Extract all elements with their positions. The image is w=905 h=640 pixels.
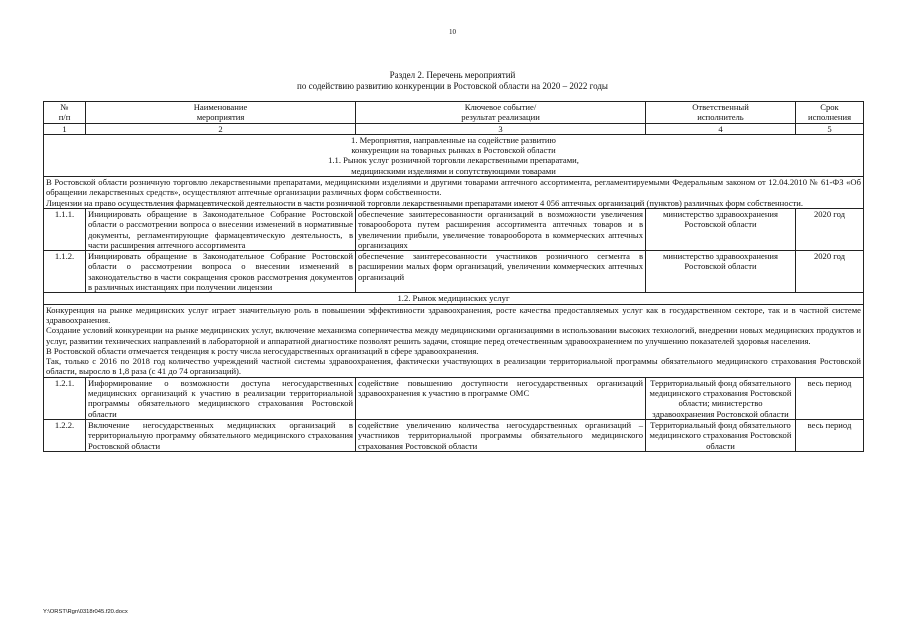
section-2-intro xyxy=(44,304,864,377)
header-number: № п/п xyxy=(44,102,86,124)
measure-executor: Территориальный фонд обязательного медицинского страхования Ростовской области; министерство здравоохранения Ростовской области xyxy=(646,377,796,419)
measure-executor: министерство здравоохранения Ростовской области xyxy=(646,251,796,293)
measure-result: содействие увеличению количества негосударственных организаций – участников территориальной программы обязательного медицинского страхования Ростовской области xyxy=(356,419,646,451)
section-heading-row xyxy=(44,134,864,176)
table-row xyxy=(44,208,864,250)
header-measure: Наименование мероприятия xyxy=(86,102,356,124)
header-result: Ключевое событие/ результат реализации xyxy=(356,102,646,124)
column-number: 5 xyxy=(796,123,864,134)
measure-result: содействие повышению доступности негосударственных организаций здравоохранения к участию в программе ОМС xyxy=(356,377,646,419)
page-number: 10 xyxy=(449,28,456,36)
column-number: 3 xyxy=(356,123,646,134)
measure-name: Включение негосударственных медицинских организаций в территориальную программу обязательного медицинского страхования Ростовской области xyxy=(86,419,356,451)
measure-executor: министерство здравоохранения Ростовской области xyxy=(646,208,796,250)
row-number: 1.1.2. xyxy=(44,251,86,293)
row-number: 1.2.1. xyxy=(44,377,86,419)
table-row xyxy=(44,419,864,451)
column-number: 2 xyxy=(86,123,356,134)
measure-executor: Территориальный фонд обязательного медицинского страхования Ростовской области xyxy=(646,419,796,451)
measure-term: весь период xyxy=(796,419,864,451)
column-number: 4 xyxy=(646,123,796,134)
row-number: 1.1.1. xyxy=(44,208,86,250)
measure-term: 2020 год xyxy=(796,208,864,250)
measure-result: обеспечение заинтересованности организаций в возможности увеличения товарооборота путем расширения ассортимента аптечных товаров и в увеличении прибыли, увеличение товарооборота в коммерческих аптечных организациях xyxy=(356,208,646,250)
measure-name: Инициировать обращение в Законодательное Собрание Ростовской области о рассмотрении вопроса о внесении изменений в законодательство в части сокращения сроков рассмотрения документов в различных инстанциях при получении лицензии xyxy=(86,251,356,293)
section-intro-row xyxy=(44,304,864,377)
section-intro-row xyxy=(44,177,864,209)
section-title xyxy=(0,70,905,92)
table-row xyxy=(44,251,864,293)
measures-table xyxy=(43,101,864,452)
section-1-intro: В Ростовской области розничную торговлю лекарственными препаратами, медицинскими изделиями и другими товарами аптечного ассортимента, регламентируемыми Федеральным законом от 12.04.2010 № 61-ФЗ «Об обращении лекарственных средств», осуществляют аптечные организации различных форм собственности. Лицензии на право осуществления фармацевтической деятельности в части розничной торговли лекарственными препаратами имеют 4 056 аптечных организаций (пунктов) различных форм собственности. xyxy=(44,177,864,209)
row-number: 1.2.2. xyxy=(44,419,86,451)
title-line-1: Раздел 2. Перечень мероприятий xyxy=(389,70,516,80)
section-2-heading: 1.2. Рынок медицинских услуг xyxy=(44,293,864,304)
measure-name: Инициировать обращение в Законодательное Собрание Ростовской области о рассмотрении вопроса о внесении изменений в нормативные документы, регламентирующие фармацевтическую деятельность, в части расширения аптечного ассортимента xyxy=(86,208,356,250)
measure-term: весь период xyxy=(796,377,864,419)
column-number: 1 xyxy=(44,123,86,134)
measure-result: обеспечение заинтересованности участников розничного сегмента в расширении малых форм организаций, увеличении коммерческих аптечных организаций xyxy=(356,251,646,293)
section-1-heading: 1. Мероприятия, направленные на содействие развитию конкуренции на товарных рынках в Ростовской области 1.1. Рынок услуг розничной торговли лекарственными препаратами, медицинскими изделиями и сопутствующими товарами xyxy=(44,134,864,176)
header-row xyxy=(44,102,864,124)
table-row xyxy=(44,377,864,419)
header-term: Срок исполнения xyxy=(796,102,864,124)
column-numbers-row xyxy=(44,123,864,134)
intro-paragraph: Создание условий конкуренции на рынке медицинских услуг, включение механизма соперничества между медицинскими организациями в использовании высоких технологий, внедрении новых медицинских продуктов и услуг, развитии технических направлений в лабораторной и аппаратной диагностике позволят решить задачи, стоящие перед отечественным здравоохранением по улучшению показателей здоровья населения. xyxy=(46,325,861,346)
section-heading-row xyxy=(44,293,864,304)
file-path-footer: Y:\ORST\Rgn\0318r045.f20.docx xyxy=(43,609,128,615)
measure-name: Информирование о возможности доступа негосударственных медицинских организаций к участию в реализации территориальной программы обязательного медицинского страхования Ростовской области xyxy=(86,377,356,419)
title-line-2: по содействию развитию конкуренции в Ростовской области на 2020 – 2022 годы xyxy=(297,81,608,91)
intro-paragraph: Конкуренция на рынке медицинских услуг играет значительную роль в повышении эффективности здравоохранения, росте качества предоставляемых услуг как в государственном секторе, так и в частной системе здравоохранения. xyxy=(46,304,861,325)
header-executor: Ответственный исполнитель xyxy=(646,102,796,124)
intro-paragraph: Так, только с 2016 по 2018 год количество учреждений частной системы здравоохранения, фактически участвующих в реализации территориальной программы обязательного медицинского страхования Ростовской области, выросло в 1,8 раза (с 41 до 74 организаций). xyxy=(46,356,861,377)
measure-term: 2020 год xyxy=(796,251,864,293)
intro-paragraph: В Ростовской области отмечается тенденция к росту числа негосударственных организаций в сфере здравоохранения. xyxy=(46,345,479,356)
